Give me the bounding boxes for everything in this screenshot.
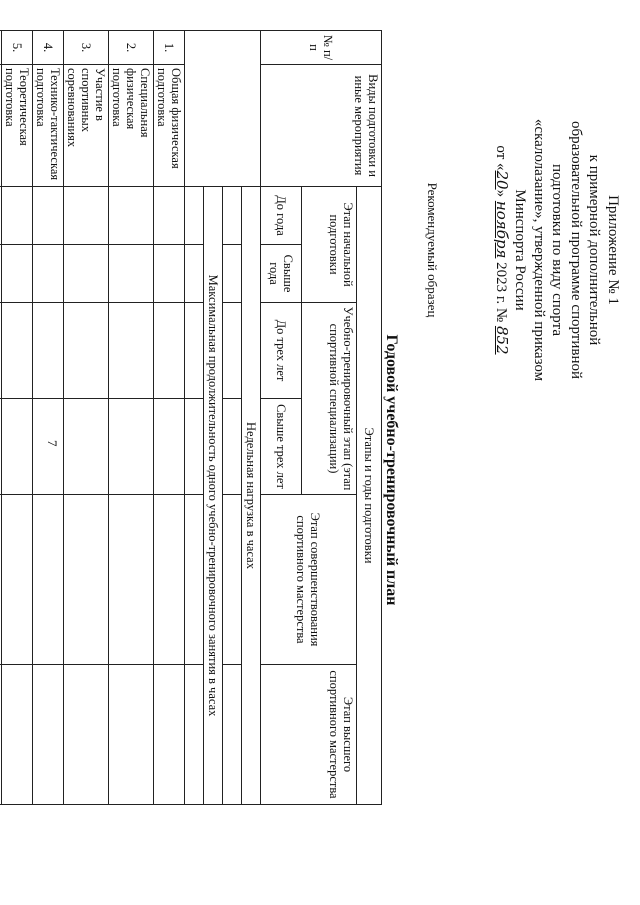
value-cell: [154, 187, 185, 245]
value-cell: [109, 187, 154, 245]
date-mid: »: [493, 189, 509, 201]
value-cell: [33, 399, 64, 495]
appendix-line-2: к примерной дополнительной: [586, 154, 603, 346]
value-cell: [2, 245, 33, 303]
table-row: [33, 31, 64, 805]
date-prefix: от «: [493, 145, 509, 171]
header-stage-higher: Этап высшего спортивного мастерства: [261, 665, 357, 805]
duration-cell: [185, 495, 204, 665]
date-day: 20: [493, 170, 511, 190]
header-over-year: Свыше года: [261, 245, 302, 303]
training-plan-table: [0, 30, 382, 805]
row-number: 3.: [64, 31, 109, 65]
value-cell: [33, 187, 64, 245]
value-cell: [154, 399, 185, 495]
header-over-three: Свыше трех лет: [261, 399, 302, 495]
value-cell: [2, 495, 33, 665]
header-types: Виды подготовки и иные мероприятия: [261, 65, 382, 187]
row-label: Специальная физическая подготовка: [109, 65, 154, 187]
plan-title: Годовой учебно-тренировочный план: [383, 334, 400, 606]
table-row: [109, 31, 154, 805]
value-cell: [64, 665, 109, 805]
value-cell: [0, 665, 2, 805]
date-year: 2023 г. №: [493, 258, 509, 326]
value-cell: [64, 303, 109, 399]
value-cell: [154, 495, 185, 665]
appendix-line-1: Приложение № 1: [605, 195, 621, 305]
value-cell: [109, 399, 154, 495]
row-number: 4.: [33, 31, 64, 65]
value-cell: [154, 665, 185, 805]
header-stage-training: Учебно-тренировочный этап (этап спортивной специализации): [302, 303, 357, 495]
header-stage-initial: Этап начальной подготовки: [302, 187, 357, 303]
weekly-load-label: Недельная нагрузка в часах: [242, 187, 261, 805]
header-stage-improvement: Этап совершенствования спортивного мастерства: [261, 495, 357, 665]
header-up-to-three: До трех лет: [261, 303, 302, 399]
row-label: Теоретическая подготовка: [2, 65, 33, 187]
value-cell: [64, 187, 109, 245]
row-number: 1.: [154, 31, 185, 65]
header-merged-blank: [185, 31, 261, 187]
value-cell: [2, 187, 33, 245]
value-cell: [0, 245, 2, 303]
appendix-line-3: образовательной программе спортивной: [568, 120, 584, 380]
weekly-cell: [223, 187, 242, 245]
weekly-cell: [223, 665, 242, 805]
value-cell: [0, 187, 2, 245]
row-number: 2.: [109, 31, 154, 65]
weekly-cell: [223, 245, 242, 303]
duration-cell: [185, 245, 204, 303]
value-cell: [64, 495, 109, 665]
value-cell: [64, 245, 109, 303]
value-cell: [0, 495, 2, 665]
appendix-line-6: Минспорта России: [512, 189, 529, 311]
value-cell: [0, 303, 2, 399]
value-cell: [33, 245, 64, 303]
max-duration-label: Максимальная продолжительность одного учебно-тренировочного занятия в часах: [204, 187, 223, 805]
row-label: Технико-тактическая подготовка: [33, 65, 64, 187]
value-cell: [2, 303, 33, 399]
table-row: [64, 31, 109, 805]
row-label: [0, 65, 2, 187]
weekly-cell: [223, 303, 242, 399]
value-cell: [33, 303, 64, 399]
appendix-line-5: «скалолазание», утвержденной приказом: [531, 118, 547, 382]
duration-cell: [185, 665, 204, 805]
value-cell: [2, 399, 33, 495]
page-number: 7: [45, 440, 60, 447]
value-cell: [0, 399, 2, 495]
row-number: [0, 31, 2, 65]
value-cell: [154, 245, 185, 303]
header-stages: Этапы и годы подготовки: [357, 187, 382, 805]
row-number: 5.: [2, 31, 33, 65]
table-row: [2, 31, 33, 805]
weekly-cell: [223, 399, 242, 495]
value-cell: [109, 665, 154, 805]
header-num: № п/п: [261, 31, 382, 65]
appendix-block: [492, 60, 623, 440]
date-month: ноября: [493, 200, 511, 259]
duration-cell: [185, 303, 204, 399]
value-cell: [154, 303, 185, 399]
value-cell: [64, 399, 109, 495]
header-up-to-year: До года: [261, 187, 302, 245]
value-cell: [109, 303, 154, 399]
duration-cell: [185, 187, 204, 245]
row-label: Участие в спортивных соревнованиях: [64, 65, 109, 187]
table-row: [0, 31, 2, 805]
order-number: 852: [493, 325, 511, 355]
value-cell: [33, 495, 64, 665]
weekly-cell: [223, 495, 242, 665]
value-cell: [109, 495, 154, 665]
appendix-line-4: подготовки по виду спорта: [549, 164, 566, 336]
value-cell: [2, 665, 33, 805]
recommended-sample: Рекомендуемый образец: [425, 182, 440, 318]
appendix-date-line: [492, 60, 512, 440]
value-cell: [33, 665, 64, 805]
duration-cell: [185, 399, 204, 495]
row-label: Общая физическая подготовка: [154, 65, 185, 187]
value-cell: [109, 245, 154, 303]
table-row: [154, 31, 185, 805]
